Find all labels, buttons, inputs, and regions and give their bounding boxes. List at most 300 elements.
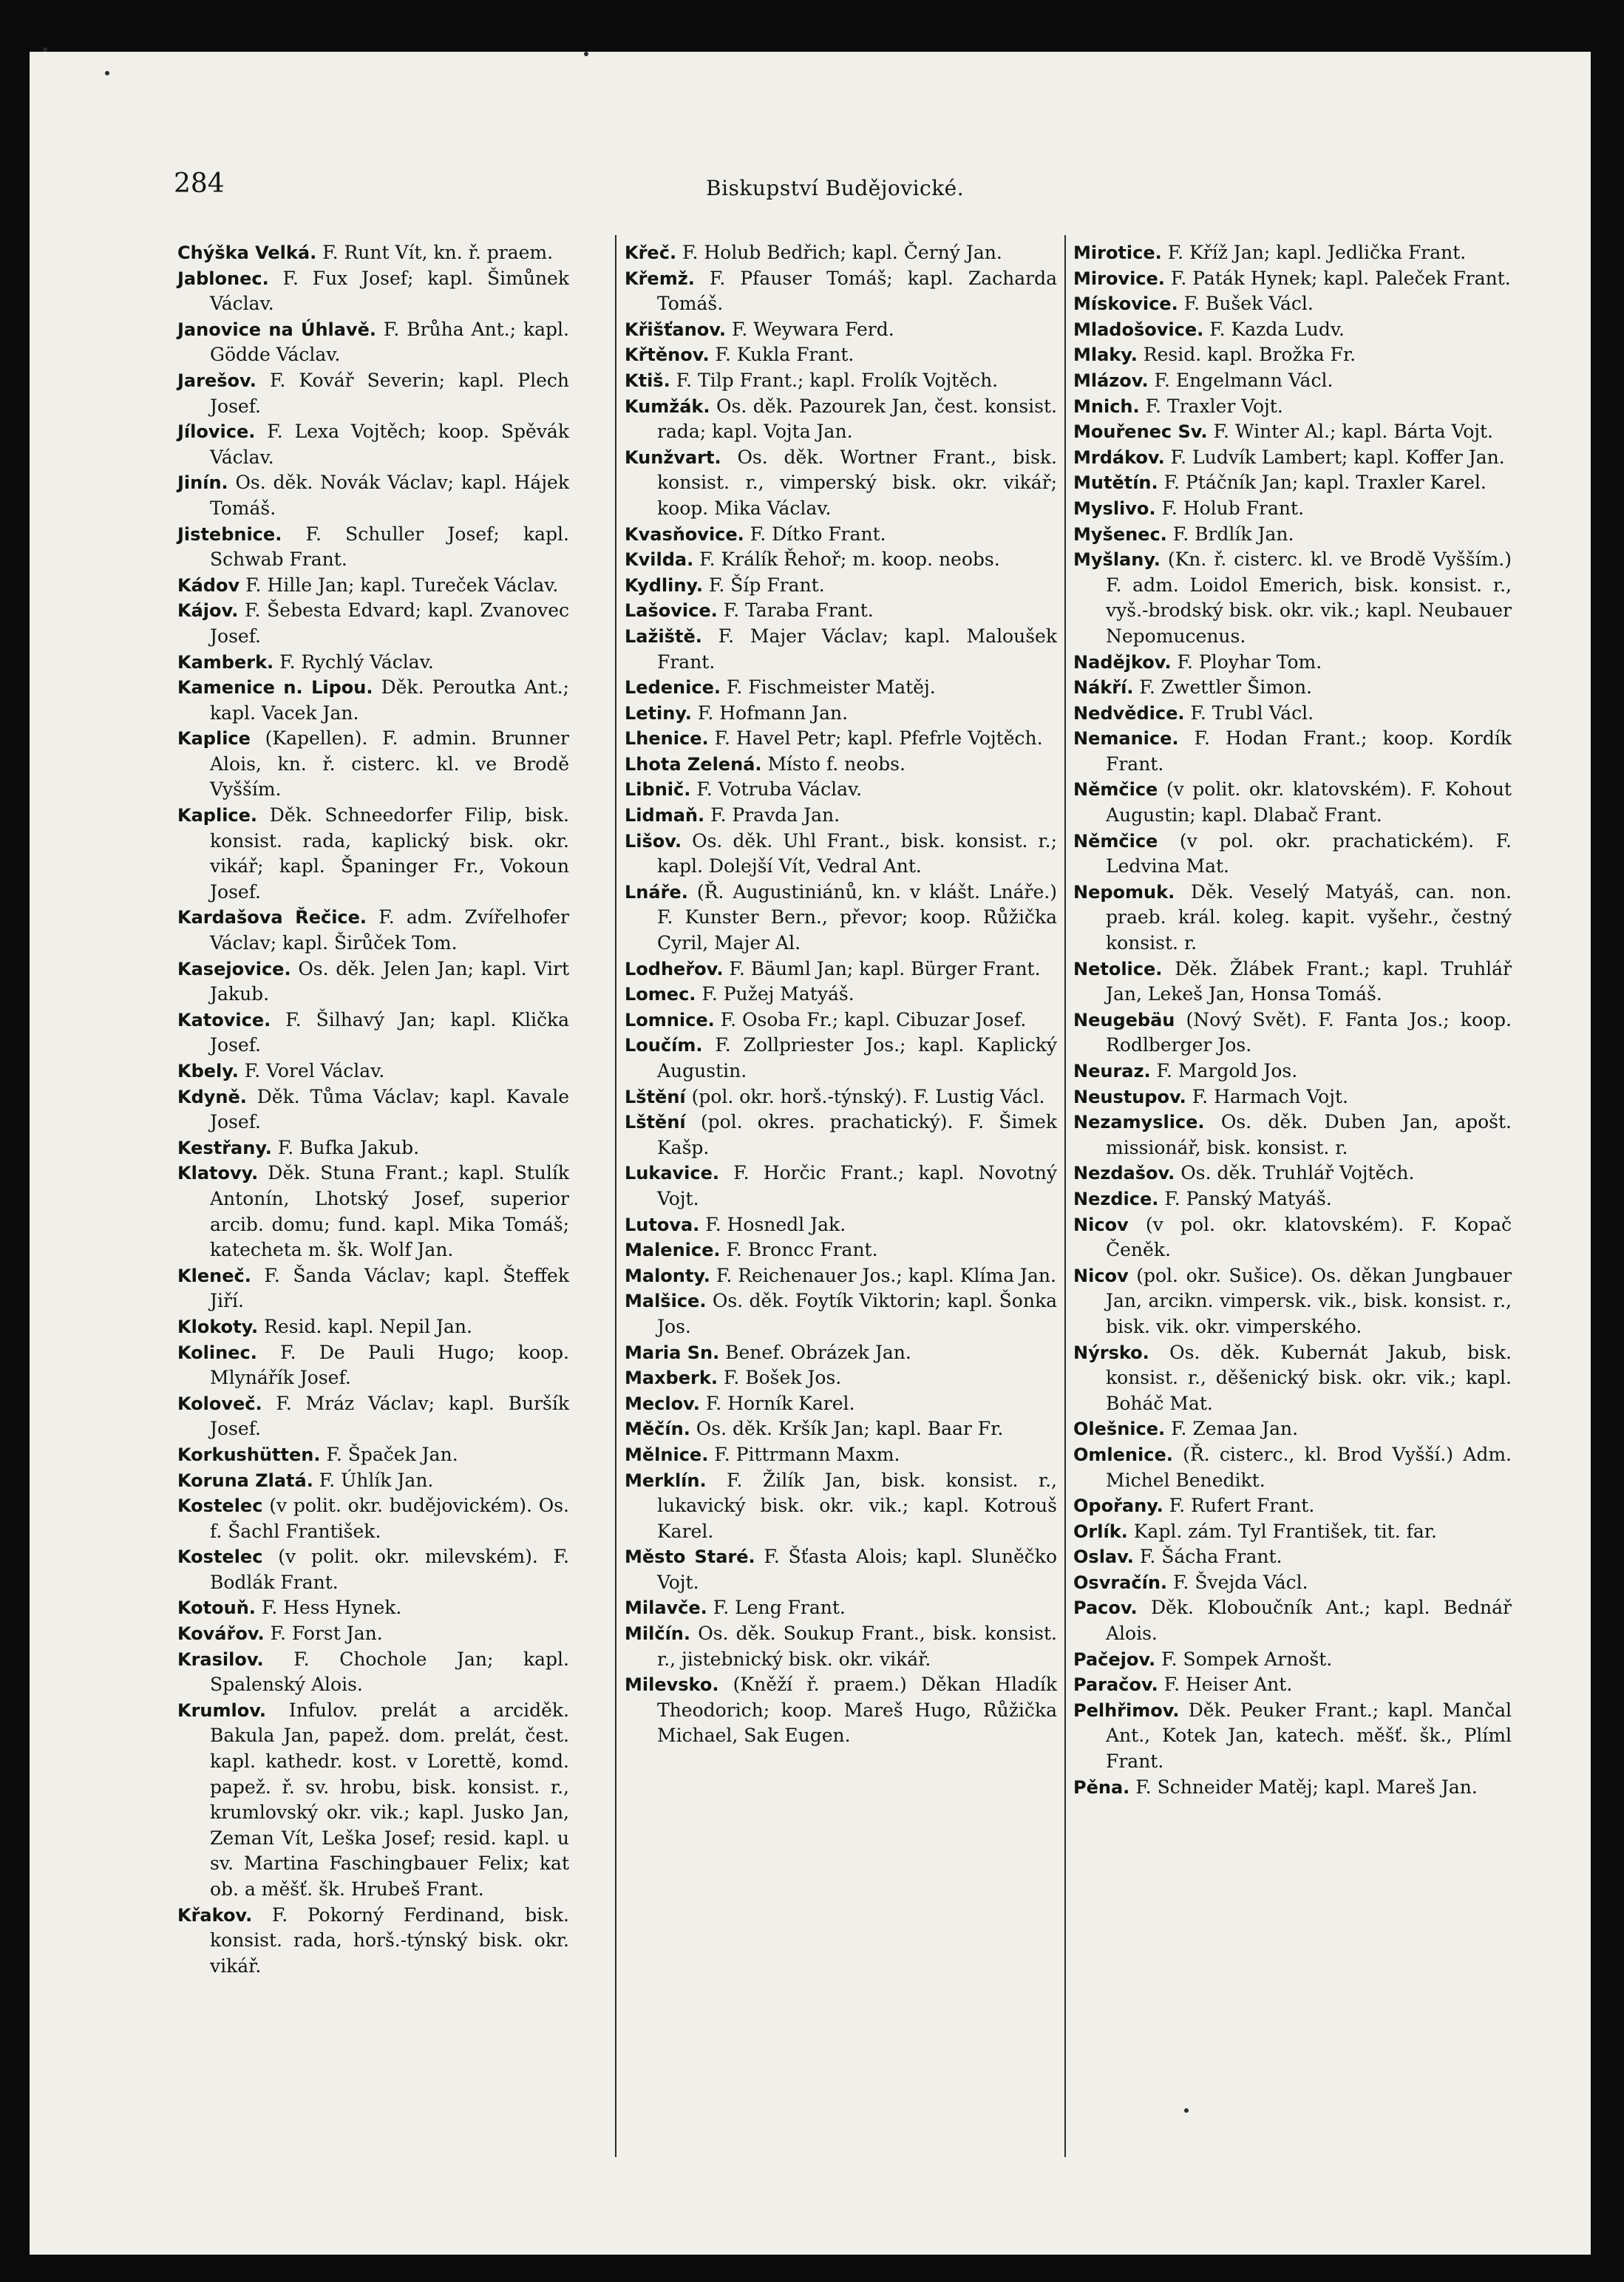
- clergy-details: F. Bušek Václ.: [1183, 293, 1314, 315]
- directory-entry: [1073, 368, 1512, 394]
- directory-entry: [177, 1621, 569, 1647]
- directory-entry: [177, 1161, 569, 1263]
- clergy-details: F. Úhlík Jan.: [319, 1469, 434, 1491]
- parish-name: Nicov: [1073, 1214, 1129, 1235]
- directory-entry: [1073, 1544, 1512, 1570]
- directory-entry: [1073, 675, 1512, 701]
- directory-entry: [625, 1391, 1057, 1417]
- parish-name: Klokoty.: [177, 1316, 259, 1337]
- clergy-details: F. Engelmann Václ.: [1154, 369, 1333, 391]
- parish-name: Lukavice.: [625, 1163, 720, 1184]
- parish-name: Letiny.: [625, 702, 692, 724]
- clergy-details: Benef. Obrázek Jan.: [725, 1341, 911, 1363]
- clergy-details: Infulov. prelát a arciděk. Bakula Jan, papež. dom. prelát, čest. kapl. kathedr. kost. v Lorettě, komd. papež. ř. sv. hrobu, bisk. konsist. r., krumlovský okr. vik.; kapl. Jusko Jan, Zeman Vít, Leška Josef; resid. kapl. u sv. Martina Faschingbauer Felix; kat ob. a měšť. šk. Hrubeš Frant.: [210, 1699, 569, 1900]
- directory-entry: [1073, 547, 1512, 649]
- parish-name: Kaplice.: [177, 805, 258, 826]
- parish-name: Myšenec.: [1073, 523, 1167, 545]
- directory-entry: [177, 598, 569, 649]
- clergy-details: F. Margold Jos.: [1156, 1060, 1298, 1081]
- clergy-details: F. Weywara Ferd.: [731, 318, 894, 340]
- clergy-details: F. Šilhavý Jan; kapl. Klička Josef.: [210, 1008, 569, 1056]
- clergy-details: F. Bäuml Jan; kapl. Bürger Frant.: [729, 957, 1041, 979]
- clergy-details: F. Vorel Václav.: [244, 1060, 385, 1081]
- directory-entry: [1073, 1110, 1512, 1161]
- parish-name: Kvilda.: [625, 549, 694, 571]
- parish-name: Mělnice.: [625, 1444, 709, 1465]
- directory-entry: [177, 650, 569, 676]
- parish-name: Kardašova Řečice.: [177, 907, 367, 928]
- directory-entry: [177, 1391, 569, 1442]
- directory-entry: [1073, 1595, 1512, 1646]
- directory-entry: [625, 1288, 1057, 1339]
- clergy-details: Děk. Žlábek Frant.; kapl. Truhlář Jan, Lekeš Jan, Honsa Tomáš.: [1106, 957, 1512, 1005]
- parish-name: Lštění: [625, 1086, 686, 1107]
- clergy-details: Os. děk. Kršík Jan; kapl. Baar Fr.: [696, 1418, 1004, 1440]
- parish-name: Olešnice.: [1073, 1419, 1166, 1440]
- parish-name: Město Staré.: [625, 1546, 755, 1568]
- clergy-details: F. Žilík Jan, bisk. konsist. r., lukavický bisk. okr. vik.; kapl. Kotrouš Karel.: [657, 1469, 1057, 1542]
- clergy-details: F. Hodan Frant.; koop. Kordík Frant.: [1106, 727, 1512, 775]
- parish-name: Lnáře.: [625, 881, 688, 903]
- directory-entry: [1073, 419, 1512, 445]
- clergy-details: F. adm. Zvířelhofer Václav; kapl. Širůček Tom.: [210, 906, 569, 954]
- directory-entry: [1073, 1263, 1512, 1340]
- parish-name: Nepomuk.: [1073, 881, 1175, 903]
- clergy-details: (Kněží ř. praem.) Děkan Hladík Theodorich; koop. Mareš Hugo, Růžička Michael, Sak Eugen.: [657, 1674, 1057, 1747]
- directory-entry: [1073, 317, 1512, 343]
- parish-name: Malenice.: [625, 1240, 721, 1261]
- parish-name: Orlík.: [1073, 1521, 1128, 1542]
- directory-entry: [625, 1110, 1057, 1161]
- running-title: Biskupství Budějovické.: [706, 176, 965, 200]
- parish-name: Kostelec: [177, 1495, 263, 1517]
- parish-name: Malonty.: [625, 1265, 710, 1286]
- clergy-details: F. Bufka Jakub.: [277, 1136, 420, 1158]
- directory-entry: [177, 1442, 569, 1468]
- parish-name: Ktiš.: [625, 370, 670, 391]
- clergy-details: F. Ludvík Lambert; kapl. Koffer Jan.: [1170, 446, 1505, 468]
- clergy-details: F. Broncc Frant.: [726, 1239, 878, 1261]
- parish-name: Kydliny.: [625, 574, 703, 596]
- clergy-details: F. Šťasta Alois; kapl. Sluněčko Vojt.: [657, 1546, 1058, 1593]
- directory-entry: [625, 1033, 1057, 1084]
- directory-entry: [1073, 1775, 1512, 1801]
- clergy-details: F. Traxler Vojt.: [1145, 395, 1283, 417]
- directory-entry: [625, 1161, 1057, 1212]
- clergy-details: F. Holub Frant.: [1161, 497, 1305, 519]
- parish-name: Merklín.: [625, 1470, 707, 1491]
- directory-entry: [625, 880, 1057, 957]
- clergy-details: F. Heiser Ant.: [1163, 1674, 1293, 1696]
- directory-entry: [1073, 1442, 1512, 1493]
- parish-name: Kostelec: [177, 1546, 263, 1568]
- directory-entry: [1073, 726, 1512, 777]
- parish-name: Mlázov.: [1073, 370, 1149, 391]
- clergy-details: F. Votruba Václav.: [696, 778, 863, 801]
- directory-entry: [1073, 240, 1512, 266]
- parish-name: Nemanice.: [1073, 728, 1179, 750]
- parish-name: Mutětín.: [1073, 472, 1158, 494]
- parish-name: Lišov.: [625, 830, 682, 852]
- parish-name: Křakov.: [177, 1904, 253, 1926]
- parish-name: Křemž.: [625, 268, 695, 289]
- directory-entry: [177, 1647, 569, 1698]
- directory-entry: [177, 266, 569, 317]
- parish-name: Nicov: [1073, 1265, 1129, 1286]
- directory-entry: [625, 803, 1057, 829]
- clergy-details: Děk. Kloboučník Ant.; kapl. Bednář Alois.: [1106, 1597, 1512, 1645]
- parish-name: Kamenice n. Lipou.: [177, 677, 373, 699]
- column-divider: [615, 235, 616, 2157]
- parish-name: Nadějkov.: [1073, 651, 1172, 673]
- clergy-details: F. Králík Řehoř; m. koop. neobs.: [699, 549, 1000, 571]
- directory-entry: [625, 726, 1057, 752]
- parish-name: Jarešov.: [177, 370, 256, 391]
- directory-entry: [1073, 1570, 1512, 1596]
- parish-name: Křeč.: [625, 242, 677, 263]
- parish-name: Korkushütten.: [177, 1444, 321, 1465]
- directory-entry: [625, 445, 1057, 522]
- parish-name: Koruna Zlatá.: [177, 1470, 313, 1491]
- parish-name: Měčín.: [625, 1419, 690, 1440]
- parish-name: Mladošovice.: [1073, 319, 1204, 340]
- parish-name: Milavče.: [625, 1597, 707, 1619]
- clergy-details: F. Pfauser Tomáš; kapl. Zacharda Tomáš.: [657, 267, 1057, 315]
- directory-entry: [625, 547, 1057, 573]
- clergy-details: F. Rychlý Václav.: [279, 651, 434, 673]
- parish-name: Kájov.: [177, 600, 239, 622]
- clergy-details: Děk. Veselý Matyáš, can. non. praeb. král. koleg. kapit. vyšehr., čestný konsist. r.: [1106, 880, 1512, 954]
- parish-name: Lhota Zelená.: [625, 753, 762, 775]
- directory-entry: [625, 777, 1057, 803]
- clergy-details: Resid. kapl. Brožka Fr.: [1143, 344, 1356, 366]
- directory-entry: [625, 522, 1057, 548]
- clergy-details: F. Ptáčník Jan; kapl. Traxler Karel.: [1163, 472, 1487, 494]
- directory-entry: [625, 394, 1057, 445]
- parish-name: Křišťanov.: [625, 319, 726, 340]
- directory-entry: [625, 829, 1057, 880]
- clergy-details: F. Harmach Vojt.: [1192, 1085, 1348, 1107]
- clergy-details: Děk. Tůma Václav; kapl. Kavale Josef.: [210, 1085, 569, 1133]
- parish-name: Kestřany.: [177, 1137, 272, 1158]
- directory-entry: [177, 1263, 569, 1314]
- clergy-details: Os. děk. Novák Václav; kapl. Hájek Tomáš.: [210, 472, 569, 519]
- directory-entry: [1073, 1008, 1512, 1059]
- clergy-details: F. Hofmann Jan.: [697, 702, 849, 724]
- directory-entry: [1073, 291, 1512, 317]
- parish-name: Kdyně.: [177, 1086, 247, 1107]
- directory-entry: [1073, 266, 1512, 292]
- directory-entry: [625, 1263, 1057, 1289]
- directory-entry: [1073, 829, 1512, 880]
- directory-entry: [1073, 1059, 1512, 1084]
- clergy-details: Os. děk. Pazourek Jan, čest. konsist. rada; kapl. Vojta Jan.: [657, 395, 1058, 443]
- directory-entry: [177, 1544, 569, 1595]
- directory-entry: [1073, 342, 1512, 368]
- parish-name: Krumlov.: [177, 1699, 267, 1721]
- parish-name: Kasejovice.: [177, 958, 291, 979]
- directory-entry: [177, 957, 569, 1008]
- clergy-details: F. Zwettler Šimon.: [1139, 676, 1312, 699]
- parish-name: Opořany.: [1073, 1495, 1163, 1517]
- parish-name: Jílovice.: [177, 421, 256, 443]
- directory-entry: [1073, 1161, 1512, 1186]
- directory-entry: [625, 752, 1057, 778]
- clergy-details: (Ř. Augustiniánů, kn. v klášt. Lnáře.) F. Kunster Bern., převor; koop. Růžička Cyril, Majer Al.: [657, 880, 1057, 954]
- directory-entry: [177, 419, 569, 470]
- clergy-details: Děk. Stuna Frant.; kapl. Stulík Antonín, Lhotský Josef, superior arcib. domu; fund. kapl. Mika Tomáš; katecheta m. šk. Wolf Jan.: [210, 1162, 569, 1261]
- parish-name: Lažiště.: [625, 625, 702, 647]
- clergy-details: Os. děk. Kubernát Jakub, bisk. konsist. r., děšenický bisk. okr. vik.; kapl. Boháč Mat.: [1106, 1341, 1512, 1414]
- column-1: [177, 240, 569, 1979]
- parish-name: Mirovice.: [1073, 268, 1165, 289]
- directory-entry: [1073, 1519, 1512, 1545]
- clergy-details: F. Pittrmann Maxm.: [714, 1443, 900, 1465]
- clergy-details: F. Šíp Frant.: [708, 574, 825, 596]
- clergy-details: F. Fischmeister Matěj.: [726, 676, 936, 699]
- directory-entry: [1073, 1186, 1512, 1212]
- parish-name: Lštění: [625, 1112, 686, 1133]
- parish-name: Kleneč.: [177, 1265, 251, 1286]
- directory-entry: [1073, 1212, 1512, 1263]
- clergy-details: F. Majer Václav; kapl. Maloušek Frant.: [657, 625, 1057, 673]
- parish-name: Kamberk.: [177, 651, 274, 673]
- clergy-details: F. Lexa Vojtěch; koop. Spěvák Václav.: [210, 421, 569, 468]
- ink-speck: [584, 52, 588, 56]
- directory-entry: [1073, 496, 1512, 522]
- directory-entry: [1073, 445, 1512, 471]
- parish-name: Oslav.: [1073, 1546, 1134, 1568]
- clergy-details: (v polit. okr. milevském). F. Bodlák Frant.: [210, 1546, 570, 1593]
- directory-entry: [625, 675, 1057, 701]
- parish-name: Nezamyslice.: [1073, 1112, 1205, 1133]
- directory-entry: [177, 1059, 569, 1084]
- clergy-details: (pol. okr. Sušice). Os. děkan Jungbauer Jan, arcikn. vimpersk. vik., bisk. konsist. r., bisk. vik. okr. vimperského.: [1106, 1264, 1512, 1337]
- parish-name: Milevsko.: [625, 1674, 719, 1696]
- ink-speck: [1184, 2108, 1189, 2113]
- directory-entry: [625, 1442, 1057, 1468]
- clergy-details: F. Hosnedl Jak.: [705, 1213, 846, 1235]
- parish-name: Pacov.: [1073, 1597, 1138, 1619]
- parish-name: Lutova.: [625, 1214, 700, 1235]
- directory-entry: [1073, 701, 1512, 727]
- directory-entry: [177, 1340, 569, 1391]
- parish-name: Kvasňovice.: [625, 523, 744, 545]
- clergy-details: F. Brdlík Jan.: [1172, 523, 1294, 545]
- parish-name: Nezdice.: [1073, 1188, 1159, 1209]
- clergy-details: (Ř. cisterc., kl. Brod Vyšší.) Adm. Michel Benedikt.: [1106, 1443, 1512, 1491]
- parish-name: Pačejov.: [1073, 1648, 1156, 1670]
- parish-name: Kotouň.: [177, 1597, 256, 1619]
- parish-name: Lidmaň.: [625, 805, 705, 826]
- clergy-details: F. Holub Bedřich; kapl. Černý Jan.: [682, 242, 1002, 263]
- page-header: [174, 169, 1438, 213]
- directory-entry: [1073, 470, 1512, 496]
- parish-name: Pěna.: [1073, 1776, 1130, 1798]
- directory-entry: [177, 905, 569, 956]
- clergy-details: (v polit. okr. budějovickém). Os. f. Šachl František.: [210, 1495, 569, 1542]
- parish-name: Janovice na Úhlavě.: [177, 319, 376, 340]
- clergy-details: F. Forst Jan.: [270, 1623, 383, 1645]
- directory-entry: [177, 803, 569, 905]
- directory-entry: [625, 982, 1057, 1008]
- parish-name: Mlaky.: [1073, 344, 1138, 366]
- clergy-details: F. Ployhar Tom.: [1177, 651, 1322, 673]
- directory-entry: [1073, 1493, 1512, 1519]
- clergy-details: F. Bošek Jos.: [723, 1367, 842, 1389]
- directory-entry: [177, 1135, 569, 1161]
- clergy-details: F. Švejda Václ.: [1172, 1571, 1308, 1593]
- clergy-details: F. Tilp Frant.; kapl. Frolík Vojtěch.: [676, 369, 999, 391]
- parish-name: Kovářov.: [177, 1623, 265, 1645]
- clergy-details: (v pol. okr. klatovském). F. Kopač Čeněk.: [1106, 1213, 1512, 1261]
- directory-entry: [177, 1698, 569, 1903]
- directory-entry: [1073, 1084, 1512, 1110]
- parish-name: Lomnice.: [625, 1009, 715, 1030]
- clergy-details: Os. děk. Wortner Frant., bisk. konsist. r., vimperský bisk. okr. vikář; koop. Mika Václav.: [657, 446, 1058, 519]
- parish-name: Malšice.: [625, 1291, 707, 1312]
- parish-name: Jinín.: [177, 472, 228, 494]
- directory-entry: [1073, 1698, 1512, 1775]
- directory-entry: [1073, 394, 1512, 420]
- column-divider: [1064, 235, 1066, 2157]
- directory-entry: [177, 317, 569, 368]
- ink-speck: [105, 71, 109, 75]
- parish-name: Milčín.: [625, 1623, 690, 1645]
- ink-speck: [43, 47, 47, 52]
- clergy-details: F. Dítko Frant.: [750, 523, 886, 545]
- directory-entry: [177, 1595, 569, 1621]
- parish-name: Maria Sn.: [625, 1342, 720, 1363]
- directory-entry: [177, 1314, 569, 1340]
- directory-entry: [625, 1595, 1057, 1621]
- parish-name: Nedvědice.: [1073, 702, 1185, 724]
- clergy-details: F. Leng Frant.: [713, 1597, 846, 1619]
- clergy-details: F. Šanda Václav; kapl. Šteffek Jiří.: [210, 1264, 569, 1312]
- directory-entry: [177, 675, 569, 726]
- clergy-details: F. Paták Hynek; kapl. Paleček Frant.: [1170, 267, 1511, 289]
- parish-name: Nýrsko.: [1073, 1342, 1149, 1363]
- clergy-details: F. Pužej Matyáš.: [701, 983, 855, 1005]
- parish-name: Kumžák.: [625, 395, 710, 417]
- parish-name: Jablonec.: [177, 268, 269, 289]
- clergy-details: F. Zollpriester Jos.; kapl. Kaplický Augustin.: [657, 1034, 1057, 1081]
- directory-entry: [625, 1212, 1057, 1238]
- clergy-details: F. Runt Vít, kn. ř. praem.: [322, 242, 554, 263]
- directory-entry: [625, 266, 1057, 317]
- clergy-details: F. Špaček Jan.: [326, 1443, 458, 1465]
- parish-name: Mouřenec Sv.: [1073, 421, 1208, 443]
- directory-entry: [177, 1903, 569, 1980]
- parish-name: Krasilov.: [177, 1648, 264, 1670]
- clergy-details: F. Havel Petr; kapl. Pfefrle Vojtěch.: [714, 727, 1043, 750]
- directory-entry: [625, 1416, 1057, 1442]
- clergy-details: F. Fux Josef; kapl. Šimůnek Václav.: [210, 267, 569, 315]
- directory-entry: [1073, 1340, 1512, 1417]
- clergy-details: Resid. kapl. Nepil Jan.: [264, 1315, 472, 1337]
- parish-name: Netolice.: [1073, 958, 1163, 979]
- directory-entry: [625, 342, 1057, 368]
- parish-name: Libnič.: [625, 779, 691, 801]
- clergy-details: (pol. okr. horš.-týnský). F. Lustig Václ.: [691, 1085, 1045, 1107]
- directory-entry: [177, 1493, 569, 1544]
- directory-entry: [625, 1621, 1057, 1672]
- clergy-details: F. Chochole Jan; kapl. Spalenský Alois.: [210, 1648, 569, 1696]
- column-2: [625, 240, 1057, 1749]
- directory-entry: [625, 1084, 1057, 1110]
- parish-name: Omlenice.: [1073, 1444, 1173, 1465]
- parish-name: Osvračín.: [1073, 1572, 1168, 1593]
- parish-name: Koloveč.: [177, 1393, 262, 1414]
- clergy-details: F. Šebesta Edvard; kapl. Zvanovec Josef.: [210, 600, 569, 647]
- parish-name: Chýška Velká.: [177, 242, 317, 263]
- directory-entry: [625, 368, 1057, 394]
- parish-name: Klatovy.: [177, 1163, 259, 1184]
- parish-name: Křtěnov.: [625, 344, 710, 366]
- parish-name: Pelhřimov.: [1073, 1699, 1180, 1721]
- clergy-details: Os. děk. Jelen Jan; kapl. Virt Jakub.: [210, 957, 569, 1005]
- clergy-details: F. Reichenauer Jos.; kapl. Klíma Jan.: [716, 1264, 1056, 1286]
- clergy-details: F. Pravda Jan.: [710, 804, 840, 826]
- parish-name: Nezdašov.: [1073, 1163, 1175, 1184]
- directory-entry: [625, 957, 1057, 982]
- directory-entry: [177, 1084, 569, 1135]
- clergy-details: F. Hille Jan; kapl. Tureček Václav.: [245, 574, 559, 596]
- directory-entry: [1073, 957, 1512, 1008]
- parish-name: Mískovice.: [1073, 293, 1178, 315]
- parish-name: Katovice.: [177, 1009, 271, 1030]
- directory-entry: [177, 470, 569, 521]
- directory-entry: [1073, 522, 1512, 548]
- clergy-details: F. De Pauli Hugo; koop. Mlynářík Josef.: [210, 1341, 569, 1389]
- parish-name: Němčice: [1073, 830, 1158, 852]
- parish-name: Kaplice: [177, 728, 251, 750]
- clergy-details: Místo f. neobs.: [767, 753, 906, 775]
- clergy-details: Děk. Peroutka Ant.; kapl. Vacek Jan.: [210, 676, 569, 724]
- directory-entry: [1073, 880, 1512, 957]
- parish-name: Lhenice.: [625, 728, 709, 750]
- clergy-details: (Kapellen). F. admin. Brunner Alois, kn. ř. cisterc. kl. ve Brodě Vyšším.: [210, 727, 569, 801]
- clergy-details: F. Osoba Fr.; kapl. Cibuzar Josef.: [720, 1008, 1027, 1030]
- parish-name: Myslivo.: [1073, 498, 1156, 519]
- directory-entry: [625, 624, 1057, 675]
- clergy-details: F. Pokorný Ferdinand, bisk. konsist. rada, horš.-týnský bisk. okr. vikář.: [210, 1904, 569, 1977]
- column-3: [1073, 240, 1512, 1800]
- clergy-details: F. Kukla Frant.: [715, 344, 855, 366]
- clergy-details: Os. děk. Foytík Viktorin; kapl. Šonka Jos.: [657, 1290, 1058, 1337]
- directory-entry: [625, 1008, 1057, 1033]
- parish-name: Mrdákov.: [1073, 446, 1165, 468]
- directory-entry: [1073, 650, 1512, 676]
- parish-name: Kádov: [177, 574, 240, 596]
- directory-entry: [625, 1237, 1057, 1263]
- directory-entry: [177, 1008, 569, 1059]
- clergy-details: F. Zemaa Jan.: [1171, 1418, 1299, 1440]
- directory-entry: [1073, 1647, 1512, 1673]
- clergy-details: F. Mráz Václav; kapl. Buršík Josef.: [210, 1392, 569, 1440]
- clergy-details: F. Šácha Frant.: [1139, 1546, 1282, 1568]
- clergy-details: F. Schuller Josef; kapl. Schwab Frant.: [210, 523, 569, 571]
- directory-entry: [625, 1340, 1057, 1366]
- directory-entry: [177, 726, 569, 803]
- clergy-details: F. Schneider Matěj; kapl. Mareš Jan.: [1135, 1776, 1478, 1798]
- directory-entry: [625, 317, 1057, 343]
- parish-name: Neugebäu: [1073, 1009, 1175, 1030]
- clergy-details: F. Kovář Severin; kapl. Plech Josef.: [210, 369, 569, 417]
- parish-name: Jistebnice.: [177, 523, 282, 545]
- clergy-details: Os. děk. Uhl Frant., bisk. konsist. r.; kapl. Dolejší Vít, Vedral Ant.: [657, 829, 1057, 877]
- directory-entry: [177, 1468, 569, 1494]
